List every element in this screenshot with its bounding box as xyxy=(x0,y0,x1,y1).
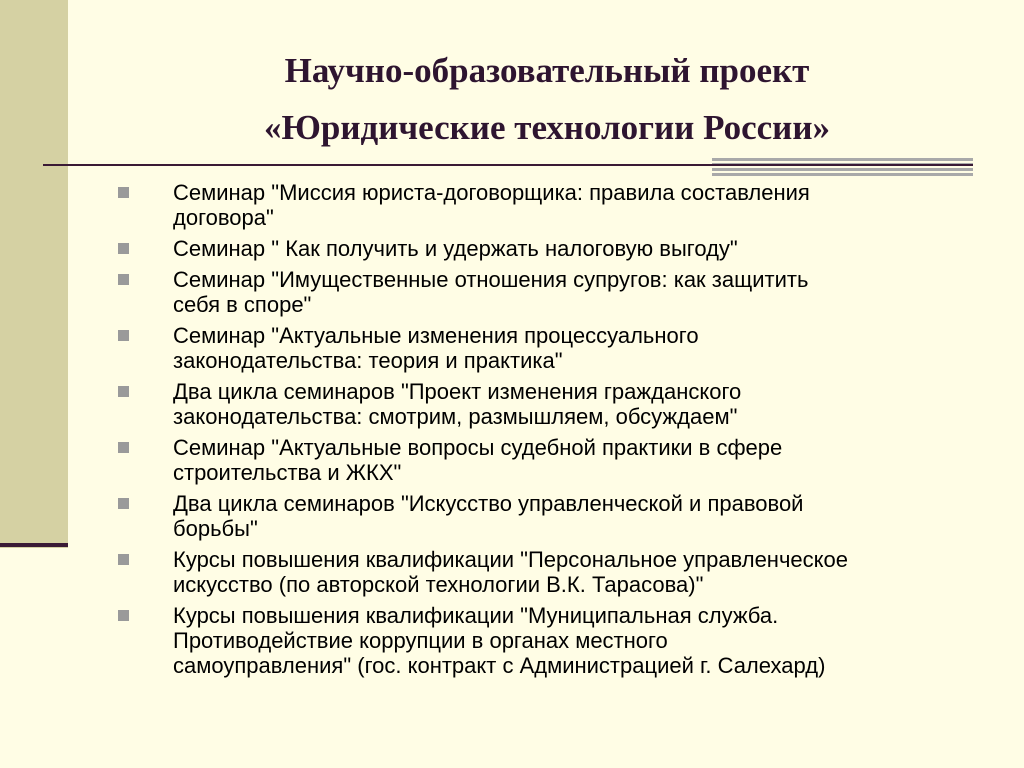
list-item-line: Противодействие коррупции в органах местного xyxy=(173,628,668,653)
list-item xyxy=(116,180,996,230)
square-bullet-icon xyxy=(118,274,129,285)
square-bullet-icon xyxy=(118,187,129,198)
square-bullet-icon xyxy=(118,498,129,509)
list-item xyxy=(116,547,996,597)
list-item-line: строительства и ЖКХ" xyxy=(173,460,402,485)
list-item-line: Курсы повышения квалификации "Персональное управленческое xyxy=(173,547,848,572)
list-item xyxy=(116,267,996,317)
list-item-line: Семинар "Актуальные изменения процессуального xyxy=(173,323,699,348)
list-item-line: Два цикла семинаров "Проект изменения гражданского xyxy=(173,379,742,404)
square-bullet-icon xyxy=(118,442,129,453)
list-item xyxy=(116,323,996,373)
slide-title xyxy=(70,42,1024,156)
list-item-line: Семинар "Актуальные вопросы судебной практики в сфере xyxy=(173,435,783,460)
list-item xyxy=(116,491,996,541)
list-item-line: законодательства: смотрим, размышляем, обсуждаем" xyxy=(173,404,738,429)
title-rule xyxy=(43,164,973,166)
list-item-line: Семинар " Как получить и удержать налоговую выгоду" xyxy=(173,236,738,261)
square-bullet-icon xyxy=(118,386,129,397)
list-item xyxy=(116,603,996,678)
list-item-line: Семинар "Имущественные отношения супругов: как защитить xyxy=(173,267,809,292)
list-item xyxy=(116,379,996,429)
title-line-2: «Юридические технологии России» xyxy=(263,108,830,147)
list-item-line: Курсы повышения квалификации "Муниципальная служба. xyxy=(173,603,779,628)
list-item-line: Два цикла семинаров "Искусство управленческой и правовой xyxy=(173,491,804,516)
title-line-1: Научно-образовательный проект xyxy=(284,51,810,90)
list-item-line: законодательства: теория и практика" xyxy=(173,348,563,373)
list-item xyxy=(116,236,996,261)
square-bullet-icon xyxy=(118,610,129,621)
square-bullet-icon xyxy=(118,554,129,565)
list-item-line: самоуправления" (гос. контракт с Администрацией г. Салехард) xyxy=(173,653,826,678)
list-item xyxy=(116,435,996,485)
list-item-line: искусство (по авторской технологии В.К. Тарасова)" xyxy=(173,572,704,597)
seminar-list xyxy=(116,180,996,684)
list-item-line: договора" xyxy=(173,205,274,230)
list-item-line: борьбы" xyxy=(173,516,258,541)
list-item-line: себя в споре" xyxy=(173,292,312,317)
left-decor-bar xyxy=(0,0,68,548)
square-bullet-icon xyxy=(118,243,129,254)
square-bullet-icon xyxy=(118,330,129,341)
title-rule-gray-stripes xyxy=(712,158,973,178)
left-decor-line xyxy=(0,543,68,547)
list-item-line: Семинар "Миссия юриста-договорщика: правила составления xyxy=(173,180,810,205)
